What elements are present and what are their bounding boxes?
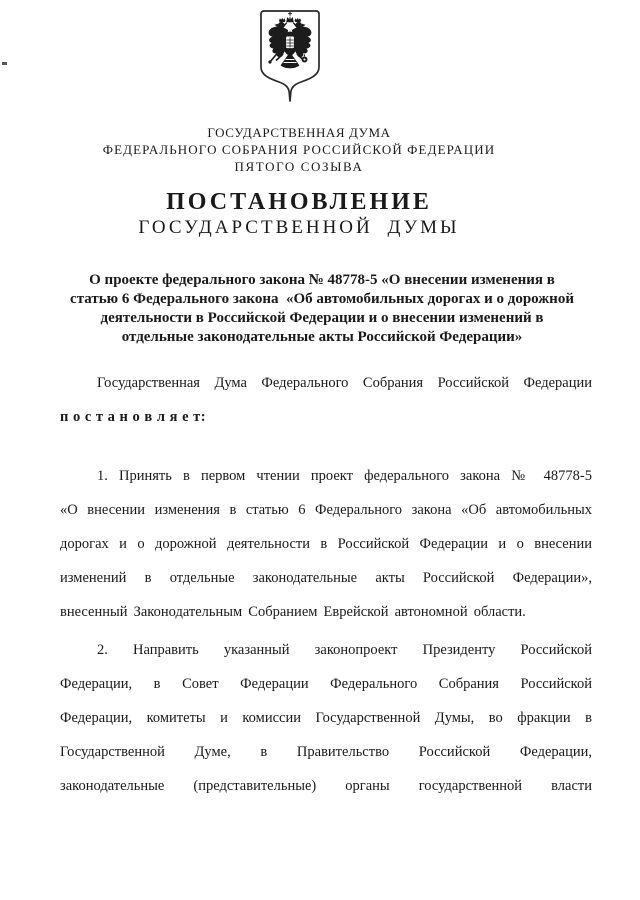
letterhead-line-convocation: ПЯТОГО СОЗЫВА — [234, 159, 364, 174]
body-line: Федерации, в Совет Федерации Федерального Собрания Российской — [60, 676, 592, 692]
body-line: дорогах и о дорожной деятельности в Российской Федерации и о внесении — [60, 536, 592, 552]
document-issuer-title: ГОСУДАРСТВЕННОЙ ДУМЫ — [138, 217, 460, 238]
body-line: Федерации, комитеты и комиссии Государственной Думы, во фракции в — [60, 710, 592, 726]
subject-line: деятельности в Российской Федерации и о внесении изменений в — [100, 310, 544, 326]
decree-word: п о с т а н о в л я е т: — [60, 409, 207, 425]
body-line: внесенный Законодательным Собранием Еврейской автономной области. — [60, 604, 526, 620]
body-line: изменений в отдельные законодательные акты Российской Федерации», — [60, 570, 592, 586]
resolution-item-1 — [60, 459, 592, 629]
letterhead-line-assembly: ФЕДЕРАЛЬНОГО СОБРАНИЯ РОССИЙСКОЙ ФЕДЕРАЦИИ — [102, 142, 496, 157]
preamble-line: Государственная Дума Федерального Собрания Российской Федерации — [97, 375, 592, 391]
body-line: 1. Принять в первом чтении проект федерального закона № 48778-5 — [97, 468, 592, 484]
letterhead — [0, 124, 598, 175]
letterhead-line-duma: ГОСУДАРСТВЕННАЯ ДУМА — [207, 125, 391, 140]
body-line: законодательные (представительные) органы государственной власти — [60, 778, 592, 794]
body-line: 2. Направить указанный законопроект Президенту Российской — [97, 642, 592, 658]
resolution-subject — [46, 271, 598, 347]
subject-line: отдельные законодательные акты Российской Федерации» — [121, 329, 523, 345]
body-line: Государственной Думе, в Правительство Российской Федерации, — [60, 744, 592, 760]
russia-coat-of-arms-icon — [256, 9, 324, 103]
subject-line: статью 6 Федерального закона «Об автомобильных дорогах и о дорожной — [70, 291, 574, 307]
subject-line: О проекте федерального закона № 48778-5 «О внесении изменения в — [89, 272, 555, 288]
resolution-item-2 — [60, 633, 592, 803]
preamble — [60, 366, 592, 434]
scan-artifact-mark — [2, 62, 7, 65]
body-line: «О внесении изменения в статью 6 Федерального закона «Об автомобильных — [60, 502, 592, 518]
document-type-title: ПОСТАНОВЛЕНИЕ — [166, 189, 432, 215]
